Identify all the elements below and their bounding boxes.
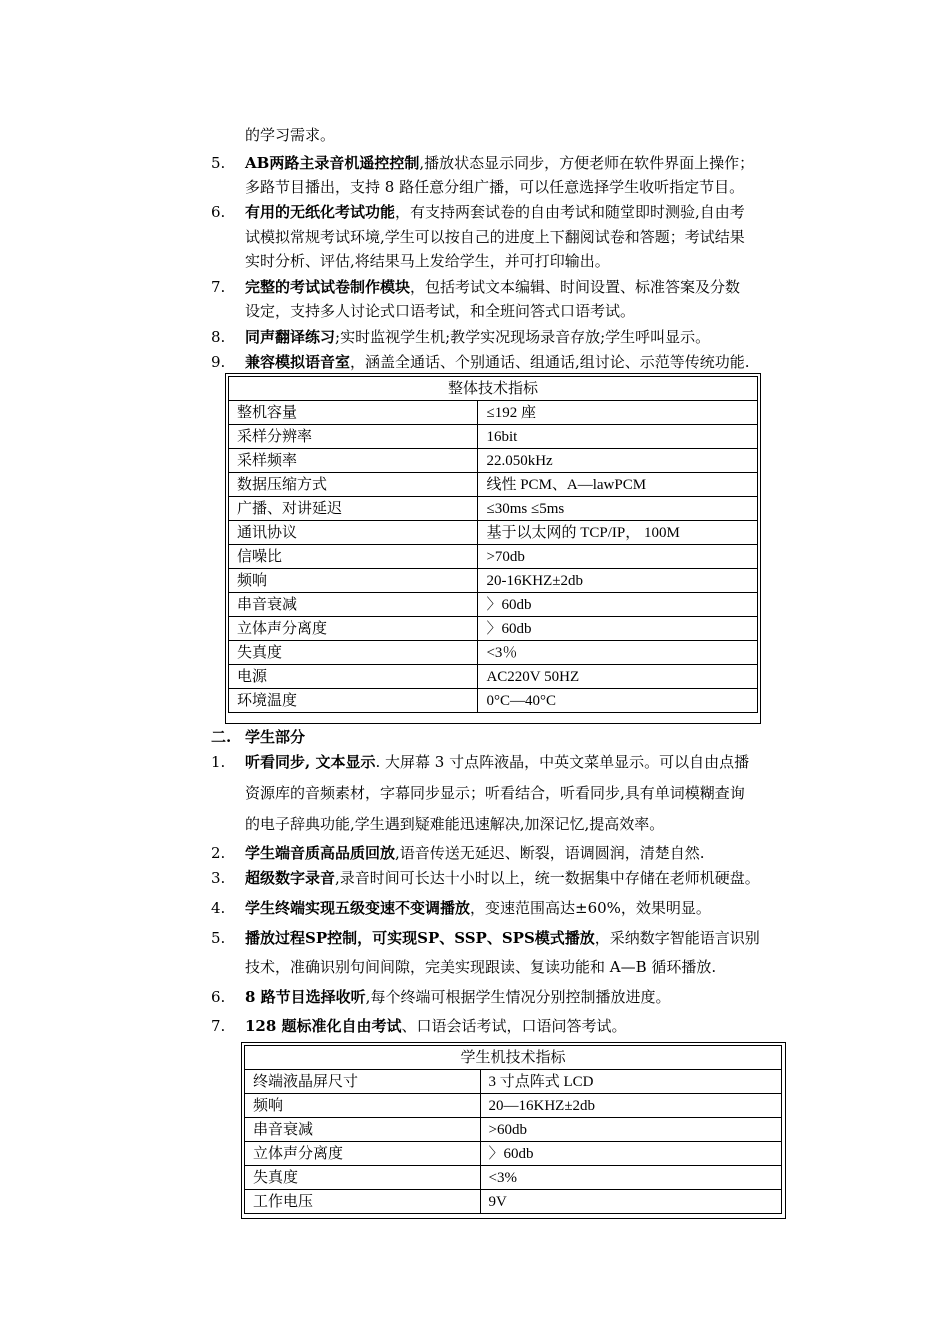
spec-name: 电源	[229, 665, 478, 689]
list-item	[245, 1016, 627, 1036]
table-row	[229, 401, 758, 425]
list-number: 3.	[211, 869, 226, 887]
list-item	[245, 153, 754, 173]
spec-value: 基于以太网的 TCP/IP， 100M	[478, 521, 758, 545]
spec-value: AC220V 50HZ	[478, 665, 758, 689]
spec-value: 22.050kHz	[478, 449, 758, 473]
list-number: 8.	[211, 328, 226, 346]
spec-name: 立体声分离度	[229, 617, 478, 641]
table-row	[229, 545, 758, 569]
list-number: 4.	[211, 899, 226, 917]
list-item-text: ,语音传送无延迟、断裂，语调圆润，清楚自然.	[395, 844, 705, 862]
spec-name: 串音衰减	[229, 593, 478, 617]
list-item-text: ，有支持两套试卷的自由考试和随堂即时测验,自由考	[395, 203, 745, 221]
list-item-heading: 播放过程SP控制，可实现SP、SSP、SPS模式播放	[245, 929, 595, 947]
table-row	[229, 593, 758, 617]
table-row	[245, 1118, 782, 1142]
table-row	[229, 497, 758, 521]
table-row	[229, 665, 758, 689]
spec-value: <3%	[480, 1166, 782, 1190]
list-number: 2.	[211, 844, 226, 862]
table-row	[229, 425, 758, 449]
table-row	[245, 1070, 782, 1094]
list-item	[245, 752, 749, 772]
spec-value: 〉60db	[478, 617, 758, 641]
spec-name: 失真度	[245, 1166, 481, 1190]
spec-name: 频响	[229, 569, 478, 593]
spec-value: 0°C—40°C	[478, 689, 758, 713]
list-item-text: ,播放状态显示同步，方便老师在软件界面上操作；	[419, 154, 755, 172]
section-number: 二.	[211, 728, 232, 746]
list-item	[245, 202, 745, 222]
spec-name: 串音衰减	[245, 1118, 481, 1142]
list-item	[245, 327, 710, 347]
spec-value: 3 寸点阵式 LCD	[480, 1070, 782, 1094]
spec-value: 20-16KHZ±2db	[478, 569, 758, 593]
list-number: 6.	[211, 203, 226, 221]
spec-name: 数据压缩方式	[229, 473, 478, 497]
paragraph-continuation: 的学习需求。	[245, 126, 336, 144]
student-spec-table	[244, 1045, 782, 1214]
spec-value: 20—16KHZ±2db	[480, 1094, 782, 1118]
list-item-text: 实时分析、评估,将结果马上发给学生，并可打印输出。	[245, 252, 610, 270]
table-row	[229, 617, 758, 641]
spec-name: 通讯协议	[229, 521, 478, 545]
table-row	[229, 473, 758, 497]
list-item	[245, 868, 760, 888]
spec-value: <3％	[478, 641, 758, 665]
table-row	[229, 641, 758, 665]
list-item-heading: 完整的考试试卷制作模块	[245, 278, 411, 296]
spec-value: 线性 PCM、A—lawPCM	[478, 473, 758, 497]
spec-name: 广播、对讲延迟	[229, 497, 478, 521]
table-header-row	[229, 377, 758, 401]
spec-name: 工作电压	[245, 1190, 481, 1214]
table-row	[229, 569, 758, 593]
spec-name: 采样分辨率	[229, 425, 478, 449]
list-item	[245, 987, 670, 1007]
list-item-heading: 8 路节目选择收听	[245, 988, 366, 1006]
list-item-text: 技术，准确识别句间间隙，完美实现跟读、复读功能和 A—B 循环播放.	[245, 958, 717, 976]
table-title: 整体技术指标	[229, 377, 758, 401]
spec-value: >70db	[478, 545, 758, 569]
list-number: 1.	[211, 753, 226, 771]
spec-value: 16bit	[478, 425, 758, 449]
list-number: 7.	[211, 278, 226, 296]
list-item	[245, 928, 760, 948]
list-item-heading: 128 题标准化自由考试	[245, 1017, 402, 1035]
list-item-heading: 听看同步, 文本显示	[245, 753, 376, 771]
spec-name: 采样频率	[229, 449, 478, 473]
list-item-text: 设定，支持多人讨论式口语考试，和全班问答式口语考试。	[245, 302, 636, 320]
list-item	[245, 898, 711, 918]
spec-value: ≤30ms ≤5ms	[478, 497, 758, 521]
table-row	[229, 449, 758, 473]
list-item	[245, 843, 705, 863]
spec-name: 信噪比	[229, 545, 478, 569]
spec-name: 频响	[245, 1094, 481, 1118]
spec-name: 环境温度	[229, 689, 478, 713]
table-row	[229, 521, 758, 545]
list-item-heading: 超级数字录音	[245, 869, 336, 887]
spec-value: 〉60db	[480, 1142, 782, 1166]
list-item-text: 多路节目播出，支持 8 路任意分组广播，可以任意选择学生收听指定节目。	[245, 178, 745, 196]
list-item-text: . 大屏幕 3 寸点阵液晶，中英文菜单显示。可以自由点播	[375, 753, 750, 771]
list-item-heading: 同声翻译练习	[245, 328, 336, 346]
spec-value: 〉60db	[478, 593, 758, 617]
list-item-text: 试模拟常规考试环境,学生可以按自己的进度上下翻阅试卷和答题；考试结果	[245, 228, 745, 246]
table-title: 学生机技术指标	[245, 1046, 782, 1070]
spec-name: 终端液晶屏尺寸	[245, 1070, 481, 1094]
list-item-text: 资源库的音频素材，字幕同步显示；听看结合，听看同步,具有单词模糊查询	[245, 784, 745, 802]
list-item-text: 、口语会话考试，口语问答考试。	[401, 1017, 627, 1035]
table-header-row	[245, 1046, 782, 1070]
list-number: 5.	[211, 154, 226, 172]
list-item-text: ，采纳数字智能语言识别	[594, 929, 760, 947]
list-item-text: ，涵盖全通话、个别通话、组通话,组讨论、示范等传统功能.	[350, 353, 750, 371]
list-number: 5.	[211, 929, 226, 947]
spec-value: ≤192 座	[478, 401, 758, 425]
list-item	[245, 352, 750, 372]
table-row	[245, 1190, 782, 1214]
list-item-heading: 学生端音质高品质回放	[245, 844, 396, 862]
list-item-heading: 有用的无纸化考试功能	[245, 203, 396, 221]
list-item-text: 的电子辞典功能,学生遇到疑难能迅速解决,加深记忆,提高效率。	[245, 815, 665, 833]
overall-spec-table	[228, 376, 758, 713]
list-item-text: ,每个终端可根据学生情况分别控制播放进度。	[365, 988, 671, 1006]
list-item-heading: 兼容模拟语音室	[245, 353, 351, 371]
table-row	[245, 1142, 782, 1166]
list-item-text: ，包括考试文本编辑、时间设置、标准答案及分数	[410, 278, 741, 296]
spec-name: 整机容量	[229, 401, 478, 425]
list-number: 7.	[211, 1017, 226, 1035]
list-item-text: ;实时监视学生机;教学实况现场录音存放;学生呼叫显示。	[335, 328, 711, 346]
list-item-text: ，变速范围高达±60%，效果明显。	[470, 899, 711, 917]
spec-name: 立体声分离度	[245, 1142, 481, 1166]
spec-value: 9V	[480, 1190, 782, 1214]
spec-value: >60db	[480, 1118, 782, 1142]
list-item-text: ,录音时间可长达十小时以上，统一数据集中存储在老师机硬盘。	[335, 869, 760, 887]
list-number: 6.	[211, 988, 226, 1006]
list-item-heading: 学生终端实现五级变速不变调播放	[245, 899, 471, 917]
table-row	[245, 1094, 782, 1118]
list-item-heading: AB两路主录音机遥控控制	[245, 154, 420, 172]
table-row	[229, 689, 758, 713]
table-row	[245, 1166, 782, 1190]
section-title: 学生部分	[245, 728, 306, 746]
list-number: 9.	[211, 353, 226, 371]
spec-name: 失真度	[229, 641, 478, 665]
list-item	[245, 277, 740, 297]
